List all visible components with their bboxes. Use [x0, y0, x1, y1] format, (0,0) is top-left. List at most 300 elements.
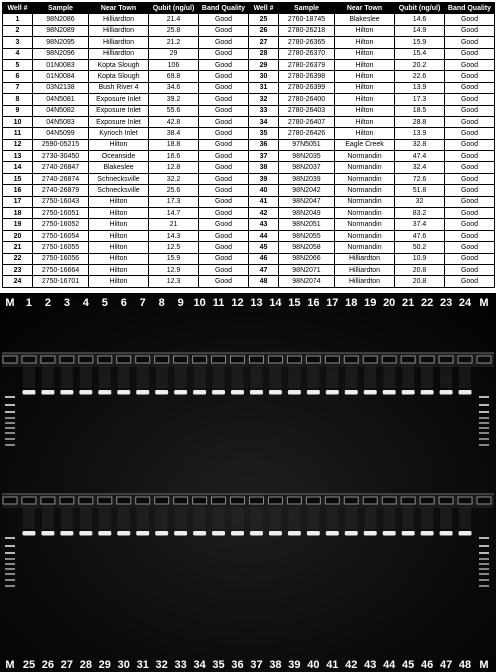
dna-band	[421, 531, 434, 536]
table-cell: 2750-16052	[33, 219, 89, 230]
lane-label: M	[5, 297, 15, 309]
dna-band	[117, 531, 130, 536]
table-cell: Good	[445, 116, 495, 127]
table-row	[3, 242, 249, 253]
lane-smear	[440, 366, 452, 388]
table-row	[3, 82, 249, 93]
lane-label: 27	[60, 659, 74, 671]
table-cell: Hilton	[335, 48, 395, 59]
table-cell: 12.3	[149, 276, 199, 287]
table-cell: Schnecksville	[89, 185, 149, 196]
table-cell: 30	[249, 71, 279, 82]
marker-band	[479, 427, 489, 429]
lane-label: M	[5, 659, 15, 671]
well	[22, 356, 36, 363]
lane-label: 42	[345, 659, 358, 671]
table-cell: Hilliardton	[335, 264, 395, 275]
table-cell: 17.3	[395, 94, 445, 105]
table-row	[249, 173, 495, 184]
table-cell: 20.8	[395, 276, 445, 287]
dna-band	[22, 531, 35, 536]
table-cell: 19	[3, 219, 33, 230]
lane-smear	[175, 366, 187, 388]
table-row	[3, 196, 249, 207]
dna-band	[193, 390, 206, 395]
lane-label: 18	[345, 297, 358, 309]
table-cell: 98N2042	[279, 185, 335, 196]
table-row	[3, 105, 249, 116]
dna-band	[41, 531, 54, 536]
table-cell: 25.6	[149, 185, 199, 196]
table-cell: Good	[445, 105, 495, 116]
table-row	[249, 128, 495, 139]
table-cell: 2750-16051	[33, 208, 89, 219]
table-cell: 28.8	[395, 116, 445, 127]
lane-smear	[269, 366, 281, 388]
table-cell: 41	[249, 196, 279, 207]
table-cell: Normandin	[335, 242, 395, 253]
table-cell: Schnecksville	[89, 173, 149, 184]
lane-label: 31	[136, 659, 149, 671]
marker-band	[479, 417, 489, 419]
lane-smear	[23, 507, 35, 529]
lane-label: 11	[212, 297, 225, 309]
well	[344, 497, 358, 504]
table-cell: Hilton	[89, 219, 149, 230]
marker-band	[479, 396, 489, 398]
table-cell: 29	[249, 59, 279, 70]
table-cell: 37.4	[395, 219, 445, 230]
well	[98, 497, 112, 504]
lane-label: 14	[269, 297, 282, 309]
lane-label: 9	[177, 297, 184, 309]
well	[306, 497, 320, 504]
table-cell: 2740-26874	[33, 173, 89, 184]
table-cell: 20.2	[395, 59, 445, 70]
lane-smear	[213, 507, 225, 529]
table-cell: Good	[199, 37, 249, 48]
table-row	[3, 185, 249, 196]
lane-smear	[440, 507, 452, 529]
table-cell: 12.8	[149, 162, 199, 173]
lane-smear	[345, 366, 357, 388]
lane-label: 48	[458, 659, 472, 671]
marker-band	[479, 558, 489, 560]
well	[174, 497, 188, 504]
well	[287, 356, 301, 363]
table-row	[3, 59, 249, 70]
table-cell: 8	[3, 94, 33, 105]
table-cell: 2780-26403	[279, 105, 335, 116]
marker-band	[5, 404, 15, 406]
table-cell: 15.9	[395, 37, 445, 48]
table-cell: 98N2035	[279, 151, 335, 162]
lane-smear	[288, 366, 300, 388]
table-cell: Good	[445, 276, 495, 287]
table-cell: 43	[249, 219, 279, 230]
lane-smear	[250, 507, 262, 529]
well	[420, 497, 434, 504]
table-cell: Good	[199, 14, 249, 25]
table-cell: Good	[199, 162, 249, 173]
table-cell: Exposure Inlet	[89, 105, 149, 116]
table-cell: Good	[445, 37, 495, 48]
table-cell: Good	[445, 82, 495, 93]
lane-label: 22	[420, 297, 434, 309]
marker-band	[479, 545, 489, 547]
table-cell: 13	[3, 151, 33, 162]
table-header-row	[3, 3, 249, 14]
table-cell: 98N2055	[279, 230, 335, 241]
table-row	[249, 48, 495, 59]
table-cell: 04N5081	[33, 94, 89, 105]
table-cell: Normandin	[335, 230, 395, 241]
well	[382, 497, 396, 504]
table-cell: 18.8	[149, 139, 199, 150]
lane-label: M	[479, 659, 489, 671]
lane-label: 3	[63, 297, 70, 309]
lane-label: 36	[231, 659, 244, 671]
dna-band	[250, 390, 263, 395]
column-header: Band Quality	[199, 3, 249, 14]
table-row	[249, 14, 495, 25]
column-header: Well #	[3, 3, 33, 14]
table-cell: 48	[249, 276, 279, 287]
table-cell: 01N0084	[33, 71, 89, 82]
table-cell: 2750-16701	[33, 276, 89, 287]
marker-band	[5, 585, 15, 587]
table-cell: 47.4	[395, 151, 445, 162]
marker-band	[479, 411, 489, 413]
table-cell: Hilton	[89, 208, 149, 219]
table-row	[3, 37, 249, 48]
lane-label: 38	[269, 659, 282, 671]
table-cell: 15	[3, 173, 33, 184]
table-cell: Hilton	[335, 82, 395, 93]
table-cell: 106	[149, 59, 199, 70]
table-cell: 32.2	[149, 173, 199, 184]
marker-band	[479, 563, 489, 565]
table-row	[249, 253, 495, 264]
table-cell: 42.8	[149, 116, 199, 127]
lane-smear	[250, 366, 262, 388]
lane-label: 29	[98, 659, 111, 671]
table-cell: Hilton	[89, 230, 149, 241]
marker-well	[477, 497, 491, 504]
well	[363, 356, 377, 363]
dna-band	[326, 390, 339, 395]
table-cell: Good	[445, 25, 495, 36]
table-row	[3, 48, 249, 59]
table-cell: Bush River 4	[89, 82, 149, 93]
lane-smear	[232, 507, 244, 529]
table-cell: Kopta Slough	[89, 71, 149, 82]
table-cell: 2780-26407	[279, 116, 335, 127]
table-row	[249, 276, 495, 287]
well	[458, 356, 472, 363]
table-cell: 25	[249, 14, 279, 25]
lane-label: 13	[250, 297, 263, 309]
table-cell: 22	[3, 253, 33, 264]
table-cell: Blakeslee	[89, 162, 149, 173]
lane-smear	[307, 507, 319, 529]
table-cell: 4	[3, 48, 33, 59]
lane-label: M	[479, 297, 489, 309]
lane-label: 16	[307, 297, 320, 309]
marker-well	[3, 356, 17, 363]
table-row	[249, 208, 495, 219]
table-cell: 98N2096	[33, 48, 89, 59]
dna-band	[288, 531, 301, 536]
table-cell: Normandin	[335, 151, 395, 162]
table-row	[3, 253, 249, 264]
table-cell: Good	[445, 230, 495, 241]
table-cell: 2	[3, 25, 33, 36]
table-cell: Good	[445, 219, 495, 230]
table-cell: Hilton	[89, 242, 149, 253]
table-cell: 32.8	[395, 139, 445, 150]
table-row	[3, 14, 249, 25]
marker-band	[5, 545, 15, 547]
lane-smear	[383, 366, 395, 388]
table-body	[249, 14, 495, 287]
well	[401, 497, 415, 504]
table-row	[249, 105, 495, 116]
marker-band	[5, 411, 15, 413]
table-cell: 97N5051	[279, 139, 335, 150]
lane-smear	[307, 366, 319, 388]
table-cell: 25.8	[149, 25, 199, 36]
table-row	[249, 59, 495, 70]
table-row	[3, 116, 249, 127]
column-header: Qubit (ng/ul)	[395, 3, 445, 14]
dna-band	[212, 531, 225, 536]
lane-smear	[288, 507, 300, 529]
lane-smear	[213, 366, 225, 388]
table-cell: Good	[199, 94, 249, 105]
table-row	[249, 219, 495, 230]
table-cell: 51.8	[395, 185, 445, 196]
sample-table-right	[248, 2, 494, 288]
well	[344, 356, 358, 363]
table-cell: 15.4	[395, 48, 445, 59]
column-header: Sample	[33, 3, 89, 14]
dna-band	[459, 390, 472, 395]
marker-band	[5, 568, 15, 570]
lane-smear	[402, 366, 414, 388]
table-row	[3, 71, 249, 82]
gel-photo	[0, 293, 496, 672]
lane-smear	[118, 366, 130, 388]
well	[155, 497, 169, 504]
table-cell: 10	[3, 116, 33, 127]
dna-band	[174, 390, 187, 395]
lane-label: 1	[25, 297, 33, 309]
table-cell: 2750-16056	[33, 253, 89, 264]
dna-band	[79, 390, 92, 395]
sample-table	[248, 2, 495, 288]
dna-band	[364, 390, 377, 395]
well	[249, 497, 263, 504]
marker-band	[479, 422, 489, 424]
lane-label: 28	[79, 659, 92, 671]
lane-label: 25	[22, 659, 36, 671]
lane-label: 30	[117, 659, 130, 671]
table-cell: 14.7	[149, 208, 199, 219]
lane-smear	[61, 507, 73, 529]
table-cell: Good	[199, 48, 249, 59]
lane-smear	[99, 507, 111, 529]
dna-band	[402, 531, 415, 536]
dna-band	[288, 390, 301, 395]
table-cell: 39.2	[149, 94, 199, 105]
marker-band	[5, 537, 15, 539]
dna-band	[22, 390, 35, 395]
table-cell: 34	[249, 116, 279, 127]
table-cell: Good	[445, 185, 495, 196]
table-cell: Oceanside	[89, 151, 149, 162]
table-cell: 18.5	[395, 105, 445, 116]
table-cell: Normandin	[335, 219, 395, 230]
table-cell: 98N2047	[279, 196, 335, 207]
lane-label: 15	[288, 297, 301, 309]
table-cell: Kynoch Inlet	[89, 128, 149, 139]
table-cell: Good	[199, 25, 249, 36]
table-cell: 10.9	[395, 253, 445, 264]
lane-label: 19	[364, 297, 377, 309]
table-cell: Good	[199, 253, 249, 264]
marker-band	[5, 573, 15, 575]
table-cell: 14.3	[149, 230, 199, 241]
table-cell: Hilton	[89, 253, 149, 264]
well	[287, 497, 301, 504]
lane-label: 23	[439, 297, 453, 309]
table-row	[3, 264, 249, 275]
table-cell: 7	[3, 82, 33, 93]
table-cell: Good	[445, 242, 495, 253]
lane-smear	[137, 366, 149, 388]
well	[325, 356, 339, 363]
well	[136, 356, 150, 363]
lane-smear	[459, 366, 471, 388]
table-cell: Normandin	[335, 173, 395, 184]
lane-smear	[345, 507, 357, 529]
marker-band	[479, 585, 489, 587]
well	[174, 356, 188, 363]
table-cell: 32	[249, 94, 279, 105]
table-cell: 32.4	[395, 162, 445, 173]
table-cell: Eagle Creek	[335, 139, 395, 150]
dna-band	[174, 531, 187, 536]
table-cell: Good	[199, 116, 249, 127]
well	[41, 356, 55, 363]
table-row	[249, 25, 495, 36]
marker-band	[479, 404, 489, 406]
lane-smear	[459, 507, 471, 529]
table-row	[3, 128, 249, 139]
table-cell: 3	[3, 37, 33, 48]
well	[60, 356, 74, 363]
table-row	[249, 139, 495, 150]
well	[79, 497, 93, 504]
lane-smear	[194, 507, 206, 529]
lane-label: 45	[402, 659, 415, 671]
dna-band	[98, 390, 111, 395]
dna-band	[383, 531, 396, 536]
well	[420, 356, 434, 363]
marker-well	[3, 497, 17, 504]
lane-label: 5	[101, 297, 108, 309]
table-header-row	[249, 3, 495, 14]
table-cell: Hilton	[335, 116, 395, 127]
lane-smear	[61, 366, 73, 388]
table-cell: 98N2089	[33, 25, 89, 36]
table-cell: 55.6	[149, 105, 199, 116]
well	[231, 497, 245, 504]
table-cell: Hilton	[335, 105, 395, 116]
lane-label: 8	[158, 297, 165, 309]
table-cell: 2780-26370	[279, 48, 335, 59]
table-row	[249, 37, 495, 48]
lane-smear	[175, 507, 187, 529]
lane-label: 6	[120, 297, 127, 309]
dna-band	[193, 531, 206, 536]
table-cell: Exposure Inlet	[89, 116, 149, 127]
table-cell: Good	[199, 82, 249, 93]
table-cell: Hilliardton	[89, 14, 149, 25]
table-cell: 98N2049	[279, 208, 335, 219]
lane-smear	[383, 507, 395, 529]
table-cell: 21.4	[149, 14, 199, 25]
well	[231, 356, 245, 363]
table-cell: 21	[149, 219, 199, 230]
dna-band	[60, 531, 73, 536]
dna-band	[421, 390, 434, 395]
table-row	[3, 139, 249, 150]
marker-band	[479, 432, 489, 434]
table-row	[249, 94, 495, 105]
table-cell: 83.2	[395, 208, 445, 219]
column-header: Well #	[249, 3, 279, 14]
lane-label: 12	[231, 297, 244, 309]
well	[249, 356, 263, 363]
well	[363, 497, 377, 504]
well	[136, 497, 150, 504]
lane-label: 41	[326, 659, 339, 671]
table-cell: 01N0083	[33, 59, 89, 70]
table-cell: 32	[395, 196, 445, 207]
table-cell: 12.9	[149, 264, 199, 275]
table-row	[249, 264, 495, 275]
marker-band	[5, 552, 15, 554]
marker-band	[5, 432, 15, 434]
lane-label: 24	[458, 297, 472, 309]
table-row	[249, 196, 495, 207]
column-header: Near Town	[335, 3, 395, 14]
marker-band	[5, 438, 15, 440]
marker-band	[479, 573, 489, 575]
well	[268, 497, 282, 504]
lane-label: 35	[212, 659, 225, 671]
table-cell: Good	[199, 219, 249, 230]
table-cell: 21	[3, 242, 33, 253]
table-cell: 72.6	[395, 173, 445, 184]
marker-band	[479, 537, 489, 539]
table-cell: Good	[199, 276, 249, 287]
well	[155, 356, 169, 363]
table-cell: 2780-26426	[279, 128, 335, 139]
table-cell: 1	[3, 14, 33, 25]
